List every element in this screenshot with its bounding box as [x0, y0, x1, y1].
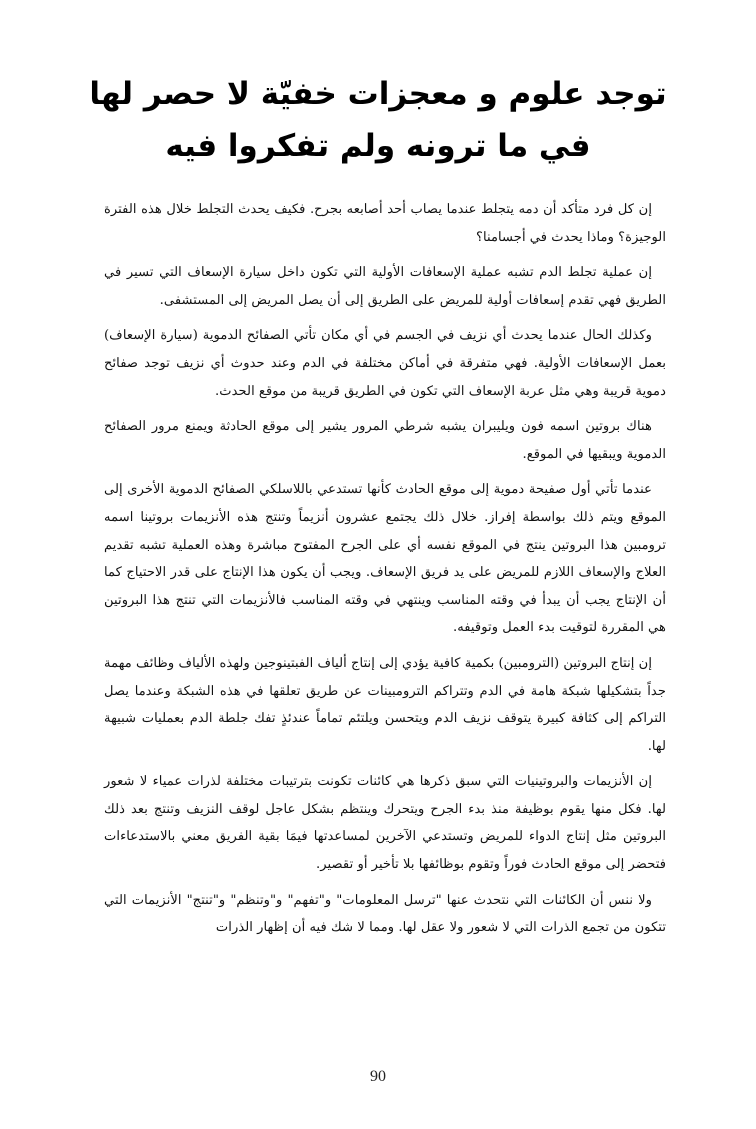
paragraph-6: إن إنتاج البروتين (الترومبين) بكمية كافية يؤدي إلى إنتاج ألياف الفبتينوجين ولهذه الألياف وظائف مهمة جداً بتشكيلها شبكة هامة في الدم وتتراكم الترومبينات عن طريق تعلقها في هذه الشبكة وعندما يصل التراكم إلى كثافة كبيرة يتوقف نزيف الدم ويتحسن ويلتئم تماماً عندئذٍ تفك جلطة الدم بعمليات شبيهة لها.	[104, 655, 666, 754]
paragraph-2: إن عملية تجلط الدم تشبه عملية الإسعافات الأولية التي تكون داخل سيارة الإسعاف التي تسير في الطريق فهي تقدم إسعافات أولية للمريض على الطريق إلى أن يصل المريض إلى المستشفى.	[104, 265, 666, 308]
paragraph-3: وكذلك الحال عندما يحدث أي نزيف في الجسم في أي مكان تأتي الصفائح الدموية (سيارة الإسعاف) بعمل الإسعافات الأولية. فهي متفرقة في أماكن مختلفة في الدم وعند حدوث أي نزيف توجد صفائح دموية قريبة وهي مثل عربة الإسعاف التي تكون في الطريق قريبة من موقع الحدث.	[104, 328, 666, 399]
page-title	[60, 68, 696, 172]
title-line-2: في ما ترونه ولم تفكروا فيه	[165, 128, 591, 164]
title-line-1: توجد علوم و معجزات خفيّة لا حصر لها	[89, 76, 667, 112]
paragraph-7: إن الأنزيمات والبروتينيات التي سبق ذكرها هي كائنات تكونت بترتيبات مختلفة لذرات عمياء لا شعور لها. فكل منها يقوم بوظيفة منذ بدء الجرح ويتحرك وينتظم بشكل عاجل لوقف النزيف وتنتج بعد ذلك البروتين مثل إنتاج الدواء للمريض وتستدعي الآخرين لمساعدتها فيمَا بقية الفريق معني بالاستدعاءات فتحضر إلى موقع الحادث فوراً وتقوم بوظائفها بلا تأخير أو تقصير.	[104, 774, 666, 873]
body-text	[104, 196, 666, 950]
paragraph-1: إن كل فرد متأكد أن دمه يتجلط عندما يصاب أحد أصابعه بجرح. فكيف يحدث التجلط خلال هذه الفترة الوجيزة؟ وماذا يحدث في أجسامنا؟	[104, 202, 666, 245]
paragraph-5: عندما تأتي أول صفيحة دموية إلى موقع الحادث كأنها تستدعي باللاسلكي الصفائح الدموية الأخرى إلى الموقع ويتم ذلك بواسطة إفراز. خلال ذلك يجتمع عشرون أنزيماً وتنتج هذه الأنزيمات بروتينا اسمه ترومبين هذا البروتين ينتج في الموقع نفسه أي على الجرح المفتوح مباشرة وهذه العملية تشبه تقديم العلاج والإسعاف اللازم للمريض على يد فريق الإسعاف. ويجب أن يكون هذا الإنتاج على قدر الاحتياج كما أن الإنتاج يجب أن يبدأ في وقته المناسب وينتهي في وقته المناسب فالأنزيمات التي تنتج هذا البروتين هي المقررة لتوقيت بدء العمل وتوقيفه.	[104, 482, 666, 636]
paragraph-4: هناك بروتين اسمه فون ويليبران يشبه شرطي المرور يشير إلى موقع الحادثة ويمنع مرور الصفائح الدموية ويبقيها في الموقع.	[104, 419, 666, 462]
page-number: 90	[370, 1068, 386, 1085]
paragraph-8: ولا ننس أن الكائنات التي نتحدث عنها "ترسل المعلومات" و"تفهم" و"وتنظم" و"تنتج" الأنزيمات التي تتكون من تجمع الذرات التي لا شعور ولا عقل لها. ومما لا شك فيه أن إظهار الذرات	[104, 892, 666, 936]
